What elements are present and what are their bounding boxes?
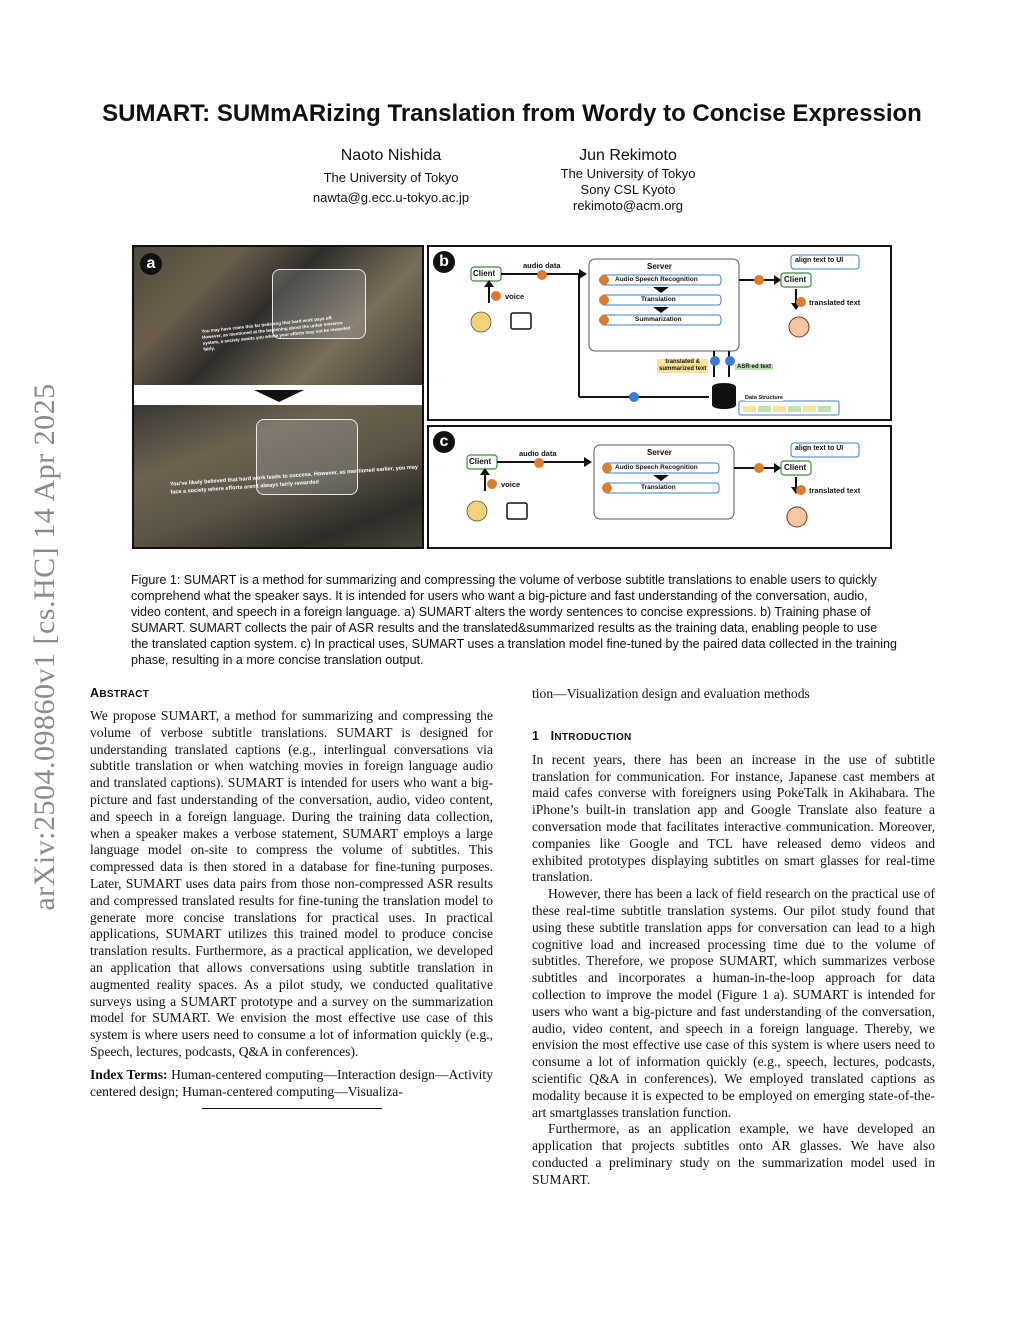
diagram-b xyxy=(429,247,892,421)
step-badge xyxy=(710,356,720,366)
client-label: Client xyxy=(469,457,492,466)
author-email: rekimoto@acm.org xyxy=(572,198,683,213)
align-label: align text to UI xyxy=(795,445,844,452)
abstract-heading: ABSTRACT xyxy=(90,686,150,700)
panel-label-a: a xyxy=(140,253,162,275)
summarization-label: Summarization xyxy=(635,316,682,323)
paragraph: Furthermore, as an application example, we have developed an application that projects subtitles onto AR glasses. We have also conducted a preliminary study on the summarization model used in SUMART. xyxy=(532,1121,935,1187)
arrow-down-icon xyxy=(134,385,424,407)
server-label: Server xyxy=(647,448,672,457)
author-name: Jun Rekimoto xyxy=(579,147,677,164)
author-email: nawta@g.ecc.u-tokyo.ac.jp xyxy=(312,190,470,205)
step-badge xyxy=(487,479,497,489)
introduction-heading: 1 INTRODUCTION xyxy=(532,728,632,743)
step-badge xyxy=(602,463,612,473)
client-label: Client xyxy=(473,269,496,278)
tv-icon xyxy=(511,313,531,329)
abstract-text: We propose SUMART, a method for summarizing and compressing the volume of verbose subtitle translations. SUMART is designed for understanding translated captions (e.g., interlingual conversations via subtitle translation or when watching movies in foreign language audio and translated captions). SUMART is intended for users who want a big-picture and fast understanding of the conversation, audio, video content, and speech in a foreign language. During the training data collection, when a speaker makes a verbose statement, SUMART employs a large language model on-site to compress the volume of subtitles. This compressed data is then stored in a database for fine-tuning purposes. Later, SUMART uses data pairs from those non-compressed ASR results and compressed translated results for fine-tuning the translation model to generate more concise translations for practical uses. In practical applications, SUMART utilizes this trained model to produce concise translation results. Furthermore, as a practical application, we developed an application that allows conversations using subtitle translation in augmented reality spaces. As a pilot study, we conducted qualitative surveys using a SUMART prototype and a survey on the summarization model for SUMART. We envision the most effective use case of this system is where users need to consume a lot of information quickly (e.g., Speech, lectures, podcasts, Q&A in conferences). xyxy=(90,708,493,1059)
person-icon xyxy=(789,317,809,337)
step-badge xyxy=(599,275,609,285)
author-name: Naoto Nishida xyxy=(340,147,442,164)
figure-1 xyxy=(132,245,892,550)
author-block-2 xyxy=(528,146,728,214)
step-badge xyxy=(599,295,609,305)
person-icon xyxy=(471,312,491,332)
voice-label: voice xyxy=(501,480,521,489)
index-terms-continued: tion—Visualization design and evaluation methods xyxy=(532,686,810,701)
tv-icon xyxy=(507,503,527,519)
panel-c xyxy=(427,425,892,549)
audio-data-label: audio data xyxy=(519,449,557,458)
author-affiliation: The University of Tokyo xyxy=(560,166,696,181)
translation-label: Translation xyxy=(641,484,676,491)
paragraph: In recent years, there has been an increase in the use of subtitle translation for communication. For instance, Japanese cast members at maid cafes converse with foreigners using PokeTalk in Akihabara. The iPhone’s built-in translation app and Google Translate also feature a conversation mode that facilitates interactive communication. Moreover, companies like Google and TCL have released demo videos and exhibited prototypes displaying subtitles on smart glasses for real-time translation. xyxy=(532,751,935,885)
step-badge xyxy=(602,483,612,493)
subtitle-verbose: You may have come this far believing that hard work pays off. However, as mentioned at the beginning about the unfair entrance system, a society awaits you where your efforts may not be rewarded fairly. xyxy=(201,315,351,352)
figure-caption: Figure 1: SUMART is a method for summarizing and compressing the volume of verbose subtitle translations to enable users to quickly comprehend what the speaker says. It is intended for users who want a big-picture and fast understanding of the conversation, audio, video content, and speech in a foreign language. a) SUMART alters the wordy sentences to concise expressions. b) Training phase of SUMART. SUMART collects the pair of ASR results and the translated&summarized results as the training data, enabling people to use the translated caption system. c) In practical uses, SUMART uses a translation model fine-tuned by the paired data collected in the training phase, resulting in a more concise translation output. xyxy=(131,573,897,667)
align-label: align text to UI xyxy=(795,257,844,264)
asr-text-label: ASR-ed text xyxy=(737,364,772,370)
step-badge xyxy=(796,485,806,495)
data-structure-label: Data Structure xyxy=(745,395,783,401)
person-icon xyxy=(787,507,807,527)
right-column xyxy=(532,686,935,1189)
author-affiliation: Sony CSL Kyoto xyxy=(580,182,676,197)
translated-summarized-label: translated & summarized text xyxy=(659,359,707,372)
panel-label-b: b xyxy=(433,251,455,273)
author-block-1 xyxy=(291,146,491,206)
step-badge xyxy=(796,297,806,307)
asr-label: Audio Speech Recognition xyxy=(615,464,698,471)
voice-label: voice xyxy=(505,292,525,301)
step-badge xyxy=(725,356,735,366)
panel-b xyxy=(427,245,892,421)
client-right-label: Client xyxy=(784,463,807,472)
step-badge xyxy=(491,291,501,301)
introduction-text xyxy=(532,752,935,1189)
step-badge xyxy=(534,458,544,468)
person-icon xyxy=(467,501,487,521)
step-badge xyxy=(754,463,764,473)
translation-label: Translation xyxy=(641,296,676,303)
translated-text-label: translated text xyxy=(809,298,861,307)
paper-title: SUMART: SUMmARizing Translation from Wordy to Concise Expression xyxy=(102,100,922,127)
asr-label: Audio Speech Recognition xyxy=(615,276,698,283)
step-badge xyxy=(754,275,764,285)
footnote-rule xyxy=(202,1108,382,1109)
server-label: Server xyxy=(647,262,672,271)
index-terms: Index Terms: Human-centered computing—Interaction design—Activity centered design; Human-centered computing—Visualiza- xyxy=(90,1066,494,1099)
arxiv-stamp: arXiv:2504.09860v1 [cs.HC] 14 Apr 2025 xyxy=(28,383,61,911)
audio-data-label: audio data xyxy=(523,261,561,270)
step-badge xyxy=(537,270,547,280)
translated-text-label: translated text xyxy=(809,486,861,495)
subtitle-concise: You've likely believed that hard work leads to success. However, as mentioned earlier, you may face a society where efforts aren't always fairly rewarded xyxy=(169,464,419,496)
database-icon xyxy=(712,401,736,409)
client-right-label: Client xyxy=(784,275,807,284)
abstract-section xyxy=(90,686,493,1109)
step-badge xyxy=(629,392,639,402)
author-affiliation: The University of Tokyo xyxy=(323,170,459,185)
paragraph: However, there has been a lack of field research on the practical use of these real-time subtitle translation systems. Our pilot study found that using these subtitle translation apps for conversation can lead to a high cognitive load and increased processing time due to the volume of subtitles. Therefore, we propose SUMART, which summarizes verbose subtitles and incorporates a human-in-the-loop approach for data collection to improve the model (Figure 1 a). SUMART is intended for users who want a big-picture and fast understanding of the conversation, audio, video content, and speech in a foreign language. Thereby, we envision the most effective use case of this system is where users need to consume a lot of information quickly (e.g., speech, lectures, podcasts, scientific Q&A in conferences). We employed translated captions as modality because it is expected to be employed on emerging state-of-the-art smartglasses translation function. xyxy=(532,886,935,1120)
panel-label-c: c xyxy=(433,431,455,453)
panel-a xyxy=(132,245,424,549)
step-badge xyxy=(599,315,609,325)
